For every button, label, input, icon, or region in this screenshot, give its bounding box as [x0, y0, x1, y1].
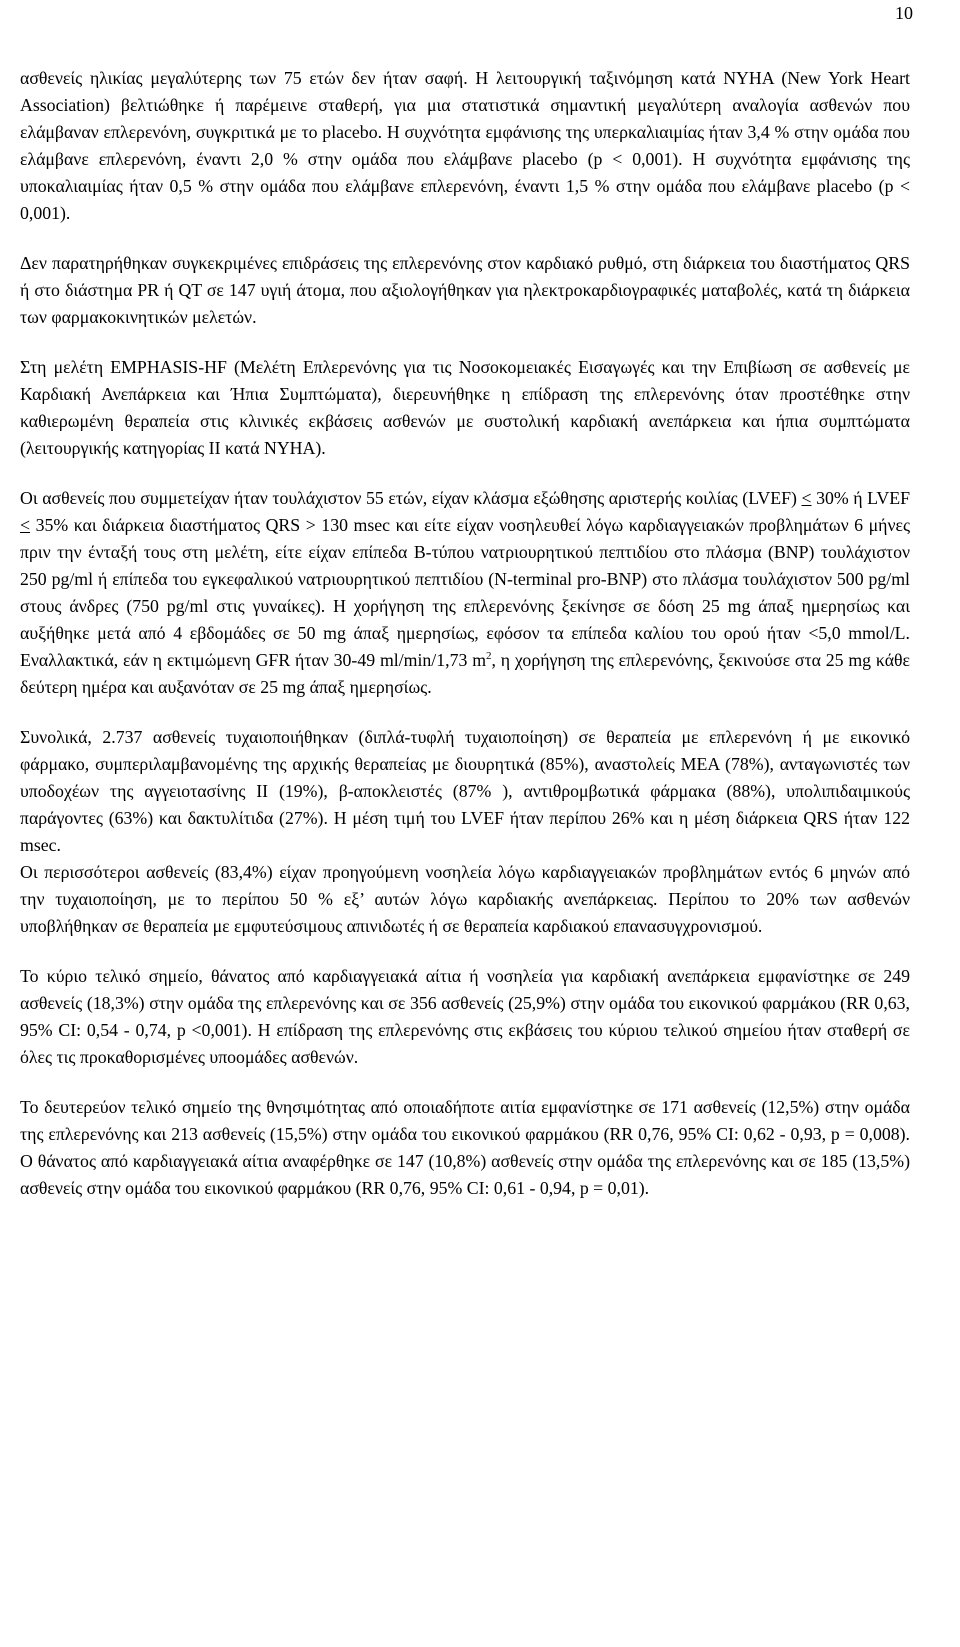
- text-segment: 35% και διάρκεια διαστήματος QRS > 130 msec και είτε είχαν νοσηλευθεί λόγω καρδιαγγειακών προβλημάτων 6 μήνες πριν την ένταξή τους στη μελέτη, είτε είχαν επίπεδα Β-τύπου νατριουρητικού πεπτιδίου στο πλάσμα (BNP) τουλάχιστον 250 pg/ml ή επίπεδα του εγκεφαλικού νατριουρητικού πεπτιδίου (N-terminal pro-BNP) στο πλάσμα τουλάχιστον 500 pg/ml στους άνδρες (750 pg/ml στις γυναίκες). Η χορήγηση της επλερενόνης ξεκίνησε σε δόση 25 mg άπαξ ημερησίως και αυξήθηκε μετά από 4 εβδομάδες σε 50 mg άπαξ ημερησίως, εφόσον τα επίπεδα καλίου του ορού ήταν <5,0 mmol/L. Εναλλακτικά, εάν η εκτιμώμενη GFR ήταν 30-49 ml/min/1,73 m: [20, 515, 910, 670]
- page-number: 10: [895, 3, 913, 23]
- paragraph-primary-endpoint: Το κύριο τελικό σημείο, θάνατος από καρδιαγγειακά αίτια ή νοσηλεία για καρδιακή ανεπάρκεια εμφανίστηκε σε 249 ασθενείς (18,3%) στην ομάδα της επλερενόνης και σε 356 ασθενείς (25,9%) στην ομάδα του εικονικού φαρμάκου (RR 0,63, 95% CI: 0,54 - 0,74, p <0,001). Η επίδραση της επλερενόνης στις εκβάσεις του κύριου τελικού σημείου ήταν σταθερή σε όλες τις προκαθορισμένες υποομάδες ασθενών.: [20, 966, 910, 1067]
- paragraph-prior-hospitalization: Οι περισσότεροι ασθενείς (83,4%) είχαν προηγούμενη νοσηλεία λόγω καρδιαγγειακών προβλημάτων εντός 6 μηνών από την τυχαιοποίηση, με το περίπου 50 % εξ’ αυτών λόγω καρδιακής ανεπάρκειας. Περίπου το 20% των ασθενών υποβλήθηκαν σε θεραπεία με εμφυτεύσιμους απινιδωτές ή σε θεραπεία καρδιακού επανασυγχρονισμού.: [20, 862, 910, 936]
- less-equal-symbol: <: [801, 488, 812, 508]
- document-body: [20, 65, 910, 1202]
- superscript: 2: [486, 650, 492, 663]
- paragraph-inclusion-criteria: [20, 485, 910, 701]
- paragraph-emphasis-hf-study: Στη μελέτη EMPHASIS-HF (Μελέτη Επλερενόνης για τις Νοσοκομειακές Εισαγωγές και την Επιβίωση σε ασθενείς με Καρδιακή Ανεπάρκεια και Ήπια Συμπτώματα), διερευνήθηκε η επίδραση της επλερενόνης όταν προστέθηκε στην καθιερωμένη θεραπεία στις κλινικές εκβάσεις ασθενών με συστολική καρδιακή ανεπάρκεια και ήπια συμπτώματα (λειτουργικής κατηγορίας II κατά NYHA).: [20, 357, 910, 458]
- paragraph-ecg-effects: Δεν παρατηρήθηκαν συγκεκριμένες επιδράσεις της επλερενόνης στον καρδιακό ρυθμό, στη διάρκεια του διαστήματος QRS ή στο διάστημα PR ή QT σε 147 υγιή άτομα, που αξιολογήθηκαν για ηλεκτροκαρδιογραφικές ματαβολές, κατά τη διάρκεια των φαρμακοκινητικών μελετών.: [20, 253, 910, 327]
- less-equal-symbol: <: [20, 515, 31, 535]
- text-segment: 30% ή LVEF: [811, 488, 910, 508]
- text-segment: , η χορήγηση της επλερενόνης, ξεκινούσε στα 25 mg κάθε δεύτερη ημέρα και αυξανόταν σε 25 mg άπαξ ημερησίως.: [20, 650, 911, 697]
- paragraph-randomization: Συνολικά, 2.737 ασθενείς τυχαιοποιήθηκαν (διπλά-τυφλή τυχαιοποίηση) σε θεραπεία με επλερενόνη ή με εικονικό φάρμακο, συμπεριλαμβανομένης της αρχικής θεραπείας με διουρητικά (85%), αναστολείς ΜΕΑ (78%), ανταγωνιστές των υποδοχέων της αγγειοτασίνης II (19%), β-αποκλειστές (87% ), αντιθρομβωτικά φάρμακα (88%), υπολιπιδαιμικούς παράγοντες (63%) και δακτυλίτιδα (27%). Η μέση τιμή του LVEF ήταν περίπου 26% και η μέση διάρκεια QRS ήταν 122 msec.: [20, 727, 910, 855]
- paragraph-nyha-classification: ασθενείς ηλικίας μεγαλύτερης των 75 ετών δεν ήταν σαφή. Η λειτουργική ταξινόμηση κατά NYHA (New York Heart Association) βελτιώθηκε ή παρέμεινε σταθερή, για μια στατιστικά σημαντική μεγαλύτερη αναλογία ασθενών που ελάμβαναν επλερενόνη, συγκριτικά με το placebo. Η συχνότητα εμφάνισης της υπερκαλιαιμίας ήταν 3,4 % στην ομάδα που ελάμβανε επλερενόνη, έναντι 2,0 % στην ομάδα που ελάμβανε placebo (p < 0,001). Η συχνότητα εμφάνισης της υποκαλιαιμίας ήταν 0,5 % στην ομάδα που ελάμβανε επλερενόνη, έναντι 1,5 % στην ομάδα που ελάμβανε placebo (p < 0,001).: [20, 68, 910, 223]
- text-segment: Οι ασθενείς που συμμετείχαν ήταν τουλάχιστον 55 ετών, είχαν κλάσμα εξώθησης αριστερής κοιλίας (LVEF): [20, 488, 802, 508]
- paragraph-secondary-endpoint: Το δευτερεύον τελικό σημείο της θνησιμότητας από οποιαδήποτε αιτία εμφανίστηκε σε 171 ασθενείς (12,5%) στην ομάδα της επλερενόνης και 213 ασθενείς (15,5%) στην ομάδα του εικονικού φαρμάκου (RR 0,76, 95% CI: 0,62 - 0,93, p = 0,008). Ο θάνατος από καρδιαγγειακά αίτια αναφέρθηκε σε 147 (10,8%) ασθενείς στην ομάδα της επλερενόνης και σε 185 (13,5%) ασθενείς στην ομάδα του εικονικού φαρμάκου (RR 0,76, 95% CI: 0,61 - 0,94, p = 0,01).: [20, 1097, 910, 1198]
